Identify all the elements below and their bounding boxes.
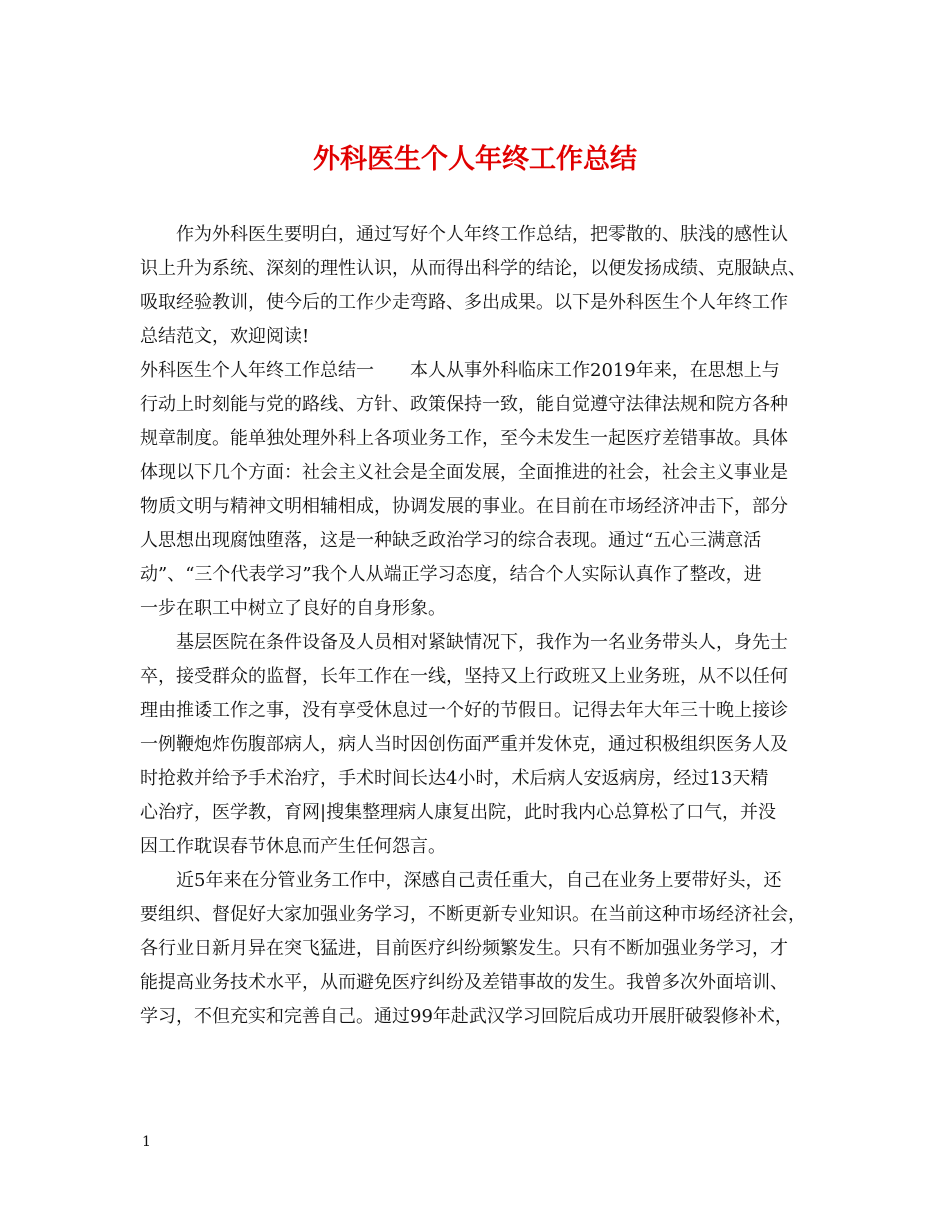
body-text-line: 物质文明与精神文明相辅相成，协调发展的事业。在目前在市场经济冲击下，部分 <box>140 496 788 517</box>
body-text-line: 一例鞭炮炸伤腹部病人，病人当时因创伤面严重并发休克，通过积极组织医务人及 <box>140 734 788 755</box>
document-body <box>140 218 830 1034</box>
body-text-line: 外科医生个人年终工作总结一 本人从事外科临床工作2019年来，在思想上与 <box>140 360 780 381</box>
body-text-line: 动”、“三个代表学习”我个人从端正学习态度，结合个人实际认真作了整改，进 <box>140 564 762 585</box>
body-text-line: 作为外科医生要明白，通过写好个人年终工作总结，把零散的、肤浅的感性认 <box>140 224 788 245</box>
body-text-line: 心治疗，医学教，育网|搜集整理病人康复出院，此时我内心总算松了口气，并没 <box>140 802 777 823</box>
body-text-line: 要组织、督促好大家加强业务学习，不断更新专业知识。在当前这种市场经济社会， <box>140 904 806 925</box>
body-text-line: 体现以下几个方面：社会主义社会是全面发展，全面推进的社会，社会主义事业是 <box>140 462 788 483</box>
body-text-line: 人思想出现腐蚀堕落，这是一种缺乏政治学习的综合表现。通过“五心三满意活 <box>140 530 762 551</box>
page-number: 1 <box>142 1134 151 1150</box>
body-text-line: 理由推诿工作之事，没有享受休息过一个好的节假日。记得去年大年三十晚上接诊 <box>140 700 788 721</box>
body-text-line: 识上升为系统、深刻的理性认识，从而得出科学的结论，以便发扬成绩、克服缺点、 <box>140 258 806 279</box>
body-text-line: 规章制度。能单独处理外科上各项业务工作，至今未发生一起医疗差错事故。具体 <box>140 428 788 449</box>
body-text-line: 吸取经验教训，使今后的工作少走弯路、多出成果。以下是外科医生个人年终工作 <box>140 292 788 313</box>
body-text-line: 总结范文，欢迎阅读! <box>140 326 310 347</box>
body-text-line: 卒，接受群众的监督，长年工作在一线，坚持又上行政班又上业务班，从不以任何 <box>140 666 788 687</box>
body-text-line: 能提高业务技术水平，从而避免医疗纠纷及差错事故的发生。我曾多次外面培训、 <box>140 972 788 993</box>
body-text-line: 基层医院在条件设备及人员相对紧缺情况下，我作为一名业务带头人，身先士 <box>140 632 788 653</box>
body-text-line: 行动上时刻能与党的路线、方针、政策保持一致，能自觉遵守法律法规和院方各种 <box>140 394 788 415</box>
body-text-line: 近5年来在分管业务工作中，深感自己责任重大，自己在业务上要带好头，还 <box>140 870 782 891</box>
body-text-line: 时抢救并给予手术治疗，手术时间长达4小时，术后病人安返病房，经过13天精 <box>140 768 769 789</box>
document-title: 外科医生个人年终工作总结 <box>313 144 637 175</box>
body-text-line: 各行业日新月异在突飞猛进，目前医疗纠纷频繁发生。只有不断加强业务学习，才 <box>140 938 788 959</box>
body-text-line: 学习，不但充实和完善自己。通过99年赴武汉学习回院后成功开展肝破裂修补术， <box>140 1006 793 1027</box>
body-text-line: 因工作耽误春节休息而产生任何怨言。 <box>140 836 446 857</box>
body-text-line: 一步在职工中树立了良好的自身形象。 <box>140 598 446 619</box>
